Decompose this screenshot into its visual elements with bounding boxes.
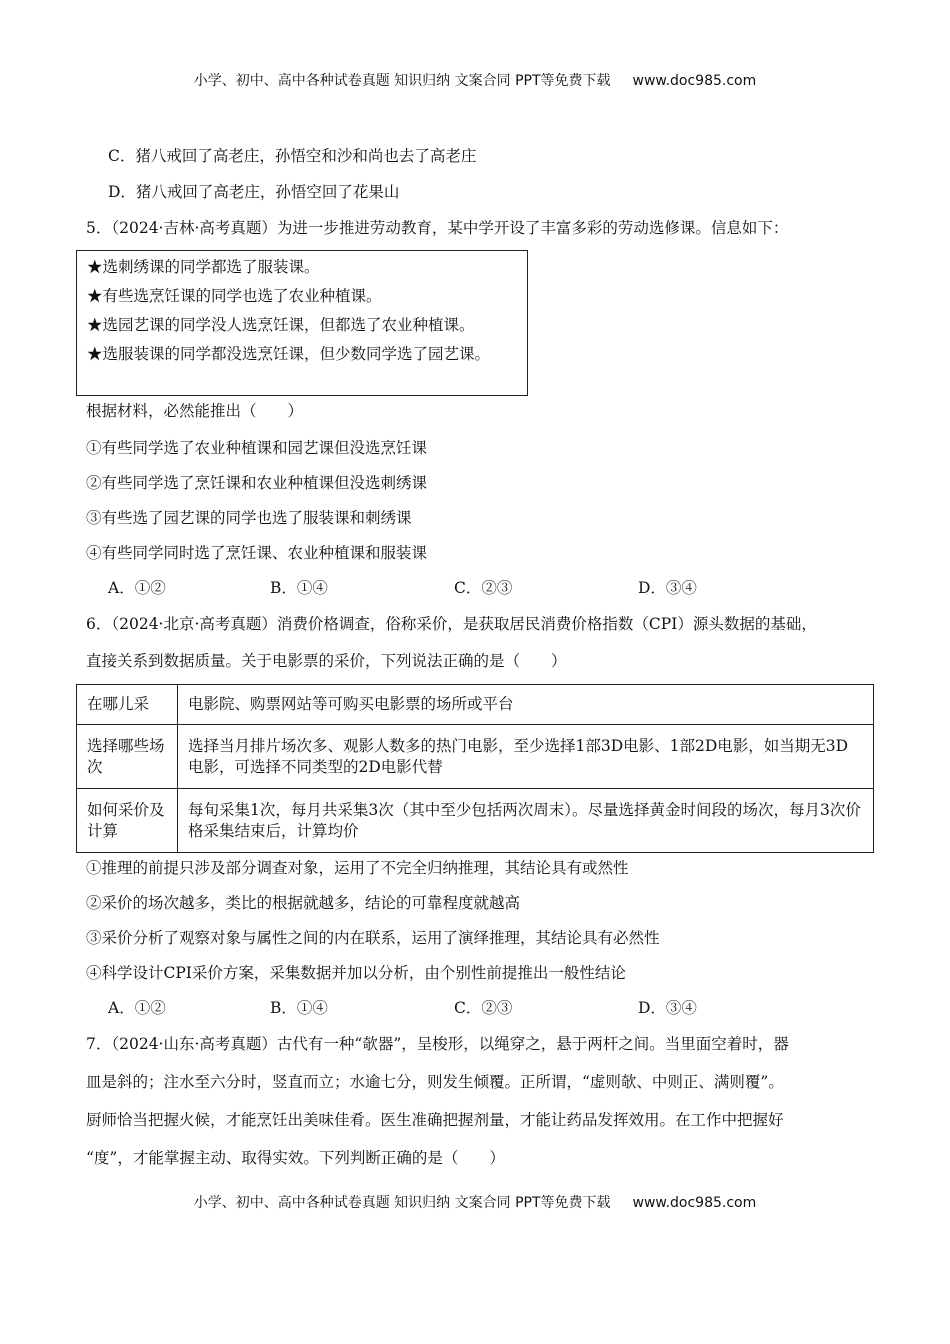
table-row [77, 789, 874, 853]
table-key-cell: 如何采价及计算 [77, 789, 178, 853]
q6-statement-1: ①推理的前提只涉及部分调查对象，运用了不完全归纳推理，其结论具有或然性 [86, 859, 629, 877]
q6-option-b: B．①④ [270, 999, 328, 1017]
q7-stem-line1: 7．（2024·山东·高考真题）古代有一种“欹器”，呈梭形，以绳穿之，悬于两杆之间。当里面空着时，器 [86, 1035, 789, 1053]
q7-stem-line3: 厨师恰当把握火候，才能烹饪出美味佳肴。医生准确把握剂量，才能让药品发挥效用。在工作中把握好 [86, 1111, 784, 1129]
table-value-cell: 选择当月排片场次多、观影人数多的热门电影，至少选择1部3D电影、1部2D电影，如当期无3D电影，可选择不同类型的2D电影代替 [178, 725, 874, 789]
page-footer [0, 1192, 950, 1212]
q5-info-item: ★选刺绣课的同学都选了服装课。 [87, 258, 320, 276]
q5-option-d: D．③④ [638, 579, 697, 597]
q5-info-item: ★有些选烹饪课的同学也选了农业种植课。 [87, 287, 382, 305]
q5-statement-2: ②有些同学选了烹饪课和农业种植课但没选刺绣课 [86, 474, 428, 492]
q5-statement-3: ③有些选了园艺课的同学也选了服装课和刺绣课 [86, 509, 412, 527]
q5-info-item: ★选园艺课的同学没人选烹饪课，但都选了农业种植课。 [87, 316, 475, 334]
footer-site-link[interactable]: www.doc985.com [632, 1195, 757, 1211]
q6-stem-line2: 直接关系到数据质量。关于电影票的采价，下列说法正确的是（ ） [86, 652, 567, 670]
q6-option-c: C．②③ [454, 999, 513, 1017]
q5-statement-4: ④有些同学同时选了烹饪课、农业种植课和服装课 [86, 544, 428, 562]
q6-option-a: A．①② [108, 999, 166, 1017]
footer-text: 小学、初中、高中各种试卷真题 知识归纳 文案合同 PPT等免费下载 [193, 1195, 611, 1211]
table-value-cell: 每旬采集1次，每月共采集3次（其中至少包括两次周末）。尽量选择黄金时间段的场次，每月3次价格采集结束后，计算均价 [178, 789, 874, 853]
table-row [77, 725, 874, 789]
q5-info-item: ★选服装课的同学都没选烹饪课，但少数同学选了园艺课。 [87, 345, 491, 363]
table-row [77, 685, 874, 725]
q4-option-c: C．猪八戒回了高老庄，孙悟空和沙和尚也去了高老庄 [108, 147, 477, 165]
q6-cpi-table [76, 684, 874, 853]
page-header [0, 70, 950, 90]
q5-prompt: 根据材料，必然能推出（ ） [86, 402, 304, 420]
header-text: 小学、初中、高中各种试卷真题 知识归纳 文案合同 PPT等免费下载 [193, 73, 611, 89]
q6-statement-2: ②采价的场次越多，类比的根据就越多，结论的可靠程度就越高 [86, 894, 521, 912]
q5-info-box [76, 250, 528, 396]
q5-option-c: C．②③ [454, 579, 513, 597]
q5-option-b: B．①④ [270, 579, 328, 597]
q5-option-a: A．①② [108, 579, 166, 597]
q6-statement-4: ④科学设计CPI采价方案，采集数据并加以分析，由个别性前提推出一般性结论 [86, 964, 626, 982]
q6-option-d: D．③④ [638, 999, 697, 1017]
table-key-cell: 在哪儿采 [77, 685, 178, 725]
q7-stem-line4: “度”，才能掌握主动、取得实效。下列判断正确的是（ ） [86, 1149, 505, 1167]
q4-option-d: D．猪八戒回了高老庄，孙悟空回了花果山 [108, 183, 400, 201]
table-key-cell: 选择哪些场次 [77, 725, 178, 789]
q6-stem-line1: 6．（2024·北京·高考真题）消费价格调查，俗称采价，是获取居民消费价格指数（CPI）源头数据的基础， [86, 615, 817, 633]
header-site-link[interactable]: www.doc985.com [632, 73, 757, 89]
q5-stem: 5．（2024·吉林·高考真题）为进一步推进劳动教育，某中学开设了丰富多彩的劳动选修课。信息如下： [86, 219, 789, 237]
q6-statement-3: ③采价分析了观察对象与属性之间的内在联系，运用了演绎推理，其结论具有必然性 [86, 929, 660, 947]
table-value-cell: 电影院、购票网站等可购买电影票的场所或平台 [178, 685, 874, 725]
q5-statement-1: ①有些同学选了农业种植课和园艺课但没选烹饪课 [86, 439, 428, 457]
q7-stem-line2: 皿是斜的；注水至六分时，竖直而立；水逾七分，则发生倾覆。正所谓，“虚则欹、中则正、满则覆”。 [86, 1073, 784, 1091]
